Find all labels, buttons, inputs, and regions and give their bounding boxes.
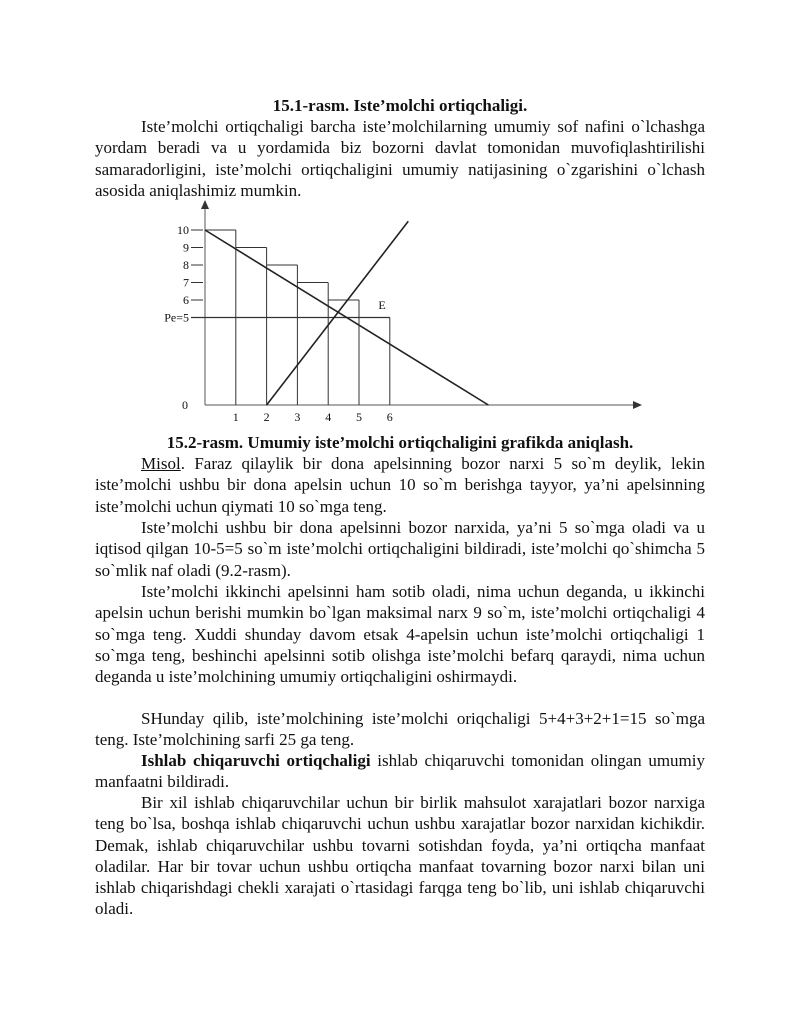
y-tick-label-1: 10 [177, 223, 189, 237]
paragraph-example [95, 453, 705, 517]
y-axis-arrow-icon [201, 200, 209, 209]
x-tick-label-4: 4 [325, 410, 332, 424]
consumer-surplus-chart [160, 195, 650, 430]
paragraph-second-orange: Iste’molchi ikkinchi apelsinni ham sotib oladi, nima uchun deganda, u ikkinchi apelsin uchun berishi mumkin bo`lgan maksimal narx 9 so`m, iste’molchi ortiqchaligi 4 so`mga teng. Xuddi shunday davom etsak 4-apelsin uchun iste’molchi ortiqchaligi 1 so`mga teng, beshinchi apelsinni sotib olishga iste’molchi befarq qaraydi, nima uchun deganda u iste’molchining umumiy ortiqchaligini oshirmaydi. [95, 582, 705, 687]
paragraph-first-orange: Iste’molchi ushbu bir dona apelsinni bozor narxida, ya’ni 5 so`mga oladi va u iqtisod qilgan 10-5=5 so`m iste’molchi ortiqchaligini bildiradi, iste’molchi qo`shimcha 5 so`mlik naf oladi (9.2-rasm). [95, 518, 705, 580]
x-tick-label-6: 6 [386, 410, 393, 424]
x-axis-arrow-icon [633, 401, 642, 409]
producer-surplus-text: ishlab chiqaruvchi tomonidan olingan umumiy manfaatni bildiradi. [95, 751, 705, 792]
paragraph-consumer-surplus-intro: Iste’molchi ortiqchaligi barcha iste’molchilarning umumiy sof nafini o`lchashga yordam beradi va u yordamida biz bozorni davlat tomonidan muvofiqlashtirilishi samaradorligini, iste’molchi ortiqchaligini umumiy natijasining o`zgarishini o`lchash asosida aniqlashimiz mumkin. [95, 117, 705, 200]
figure-caption-15-1: 15.1-rasm. Iste’molchi ortiqchaligi. [272, 96, 528, 115]
figure-caption-15-2: 15.2-rasm. Umumiy iste’molchi ortiqchaligini grafikda aniqlash. [166, 433, 634, 452]
y-tick-label-2: 9 [183, 240, 189, 255]
producer-surplus-term: Ishlab chiqaruvchi ortiqchaligi [141, 751, 371, 770]
example-text: . Faraz qilaylik bir dona apelsinning bozor narxi 5 so`m deylik, lekin iste’molchi ushbu bir dona apelsin uchun 10 so`m berishga tayyor, ya’ni apelsinning iste’molchi uchun qiymati 10 so`mga teng. [95, 454, 705, 516]
supply-line [267, 221, 409, 405]
equilibrium-label: E [378, 297, 386, 312]
x-tick-label-3: 3 [294, 410, 301, 424]
x-tick-label-2: 2 [263, 410, 270, 424]
chart-svg [160, 195, 650, 430]
paragraph-producer-costs: Bir xil ishlab chiqaruvchilar uchun bir birlik mahsulot xarajatlari bozor narxiga teng bo`lsa, boshqa ishlab chiqaruvchi uchun ushbu xarajatlar bozor narxidan kichikdir. Demak, ishlab chiqaruvchilar ushbu tovarni sotishdan foyda, ya’ni ortiqcha manfaat oladilar. Har bir tovar uchun ushbu ortiqcha manfaat tovarning bozor narxi bilan uni ishlab chiqarishdagi chekli xarajati o`rtasidagi farqga teng bo`lib, uni ishlab chiqaruvchi oladi. [95, 793, 705, 919]
y-tick-label-4: 7 [183, 275, 189, 290]
paragraph-producer-surplus-def [95, 750, 705, 793]
paragraph-total-surplus: SHunday qilib, iste’molchining iste’molchi oriqchaligi 5+4+3+2+1=15 so`mga teng. Iste’molchining sarfi 25 ga teng. [95, 709, 705, 750]
example-label: Misol [141, 454, 181, 473]
x-tick-label-5: 5 [356, 410, 362, 424]
origin-label: 0 [182, 398, 188, 412]
y-tick-label-6: Pe=5 [164, 310, 189, 325]
x-tick-label-1: 1 [232, 410, 239, 424]
y-tick-label-3: 8 [183, 258, 189, 272]
y-tick-label-5: 6 [183, 293, 189, 307]
